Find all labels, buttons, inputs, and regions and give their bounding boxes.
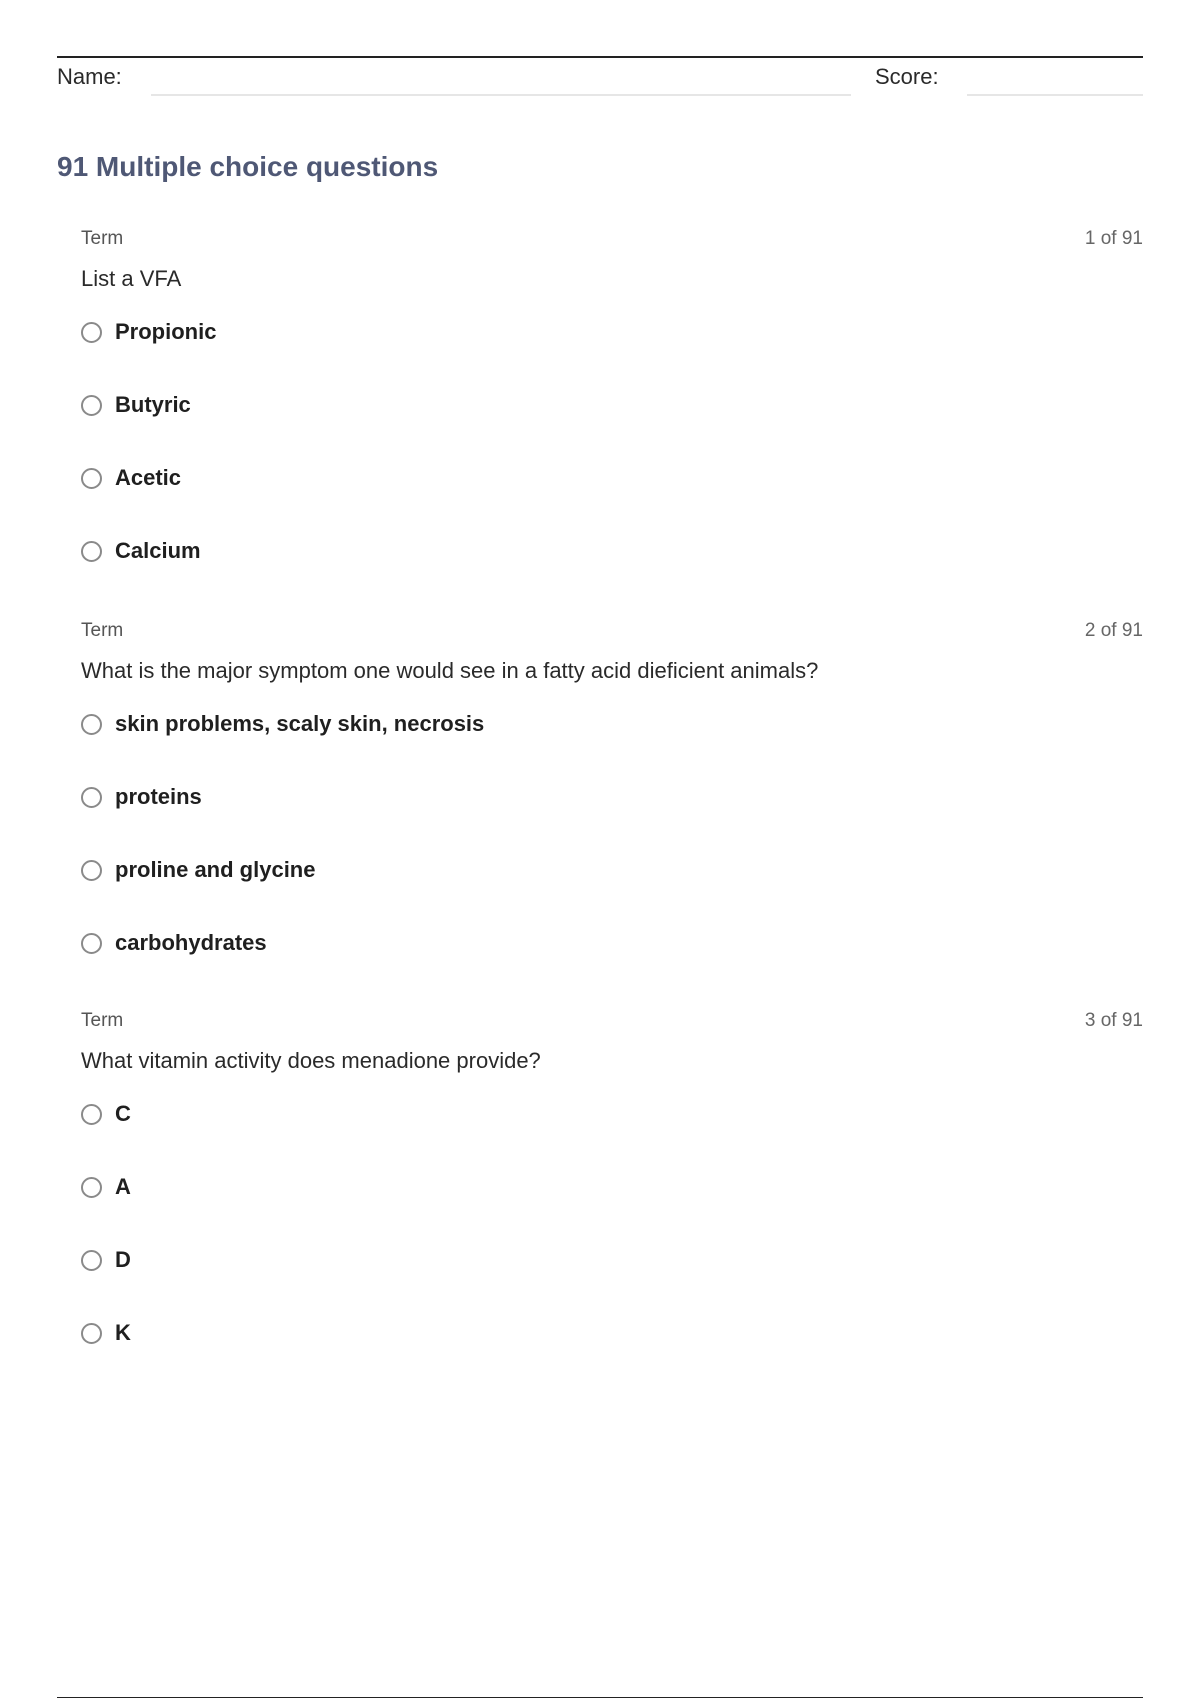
answer-option[interactable]	[81, 1099, 131, 1129]
answer-option[interactable]	[81, 536, 201, 566]
option-label: carbohydrates	[115, 930, 267, 955]
header-row	[57, 64, 1143, 98]
score-input-line[interactable]	[967, 94, 1143, 96]
question-card	[81, 620, 1143, 980]
option-label: proteins	[115, 784, 202, 809]
answer-option[interactable]	[81, 782, 202, 812]
question-counter: 2 of 91	[1084, 620, 1143, 641]
radio-button[interactable]	[81, 1323, 102, 1344]
answer-option[interactable]	[81, 1245, 131, 1275]
option-label: A	[115, 1174, 131, 1199]
radio-button[interactable]	[81, 322, 102, 343]
radio-button[interactable]	[81, 1177, 102, 1198]
answer-option[interactable]	[81, 928, 267, 958]
term-label: Term	[81, 228, 124, 249]
name-input-line[interactable]	[151, 94, 851, 96]
option-label: D	[115, 1247, 131, 1272]
question-text: What is the major symptom one would see in a fatty acid dieficient animals?	[81, 658, 819, 683]
option-label: skin problems, scaly skin, necrosis	[115, 711, 485, 736]
radio-button[interactable]	[81, 541, 102, 562]
answer-option[interactable]	[81, 709, 484, 739]
radio-button[interactable]	[81, 395, 102, 416]
term-label: Term	[81, 1010, 124, 1031]
top-rule	[57, 56, 1143, 58]
answer-option[interactable]	[81, 390, 191, 420]
question-text: What vitamin activity does menadione provide?	[81, 1048, 541, 1073]
option-label: C	[115, 1101, 131, 1126]
name-label: Name:	[57, 64, 122, 89]
radio-button[interactable]	[81, 933, 102, 954]
answer-option[interactable]	[81, 463, 181, 493]
option-label: Calcium	[115, 538, 201, 563]
question-card	[81, 228, 1143, 588]
term-label: Term	[81, 620, 124, 641]
radio-button[interactable]	[81, 860, 102, 881]
question-counter: 3 of 91	[1084, 1010, 1143, 1031]
option-label: Acetic	[115, 465, 182, 490]
question-text: List a VFA	[81, 266, 182, 291]
bottom-rule	[57, 1697, 1143, 1698]
option-label: Propionic	[115, 319, 217, 344]
answer-option[interactable]	[81, 317, 216, 347]
score-label: Score:	[875, 64, 939, 89]
radio-button[interactable]	[81, 1104, 102, 1125]
radio-button[interactable]	[81, 714, 102, 735]
radio-button[interactable]	[81, 468, 102, 489]
answer-option[interactable]	[81, 1172, 131, 1202]
question-counter: 1 of 91	[1084, 228, 1143, 249]
option-label: Butyric	[115, 392, 191, 417]
option-label: K	[115, 1320, 131, 1345]
option-label: proline and glycine	[115, 857, 316, 882]
page-title: 91 Multiple choice questions	[57, 151, 439, 182]
answer-option[interactable]	[81, 1318, 131, 1348]
answer-option[interactable]	[81, 855, 315, 885]
radio-button[interactable]	[81, 787, 102, 808]
question-card	[81, 1010, 1143, 1370]
radio-button[interactable]	[81, 1250, 102, 1271]
